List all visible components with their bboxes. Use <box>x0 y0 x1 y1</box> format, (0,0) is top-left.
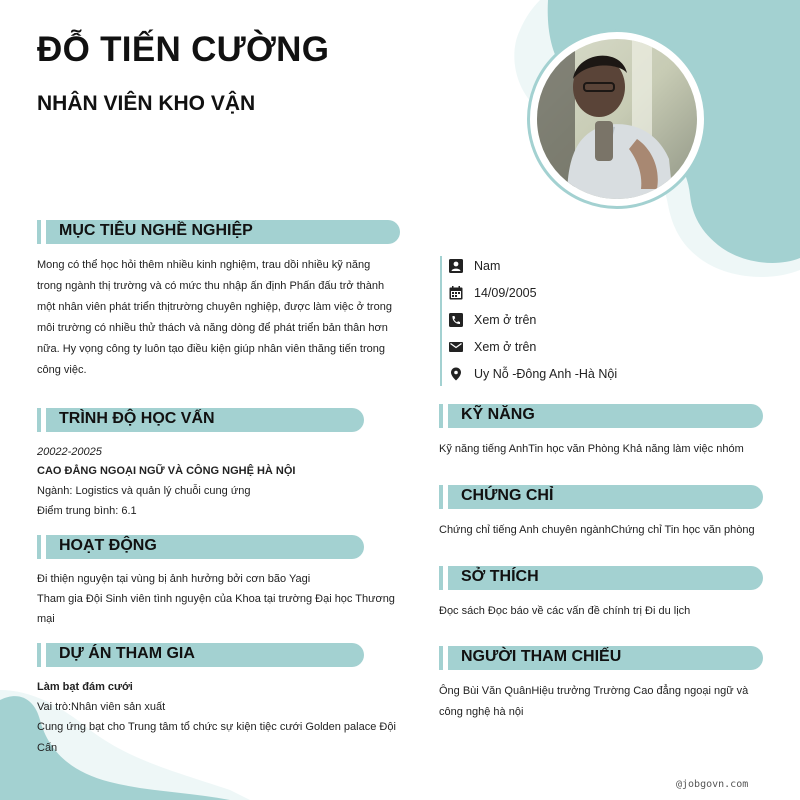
section-header-certificates <box>439 485 763 509</box>
references-line: Ông Bùi Văn QuânHiệu trưởng Trường Cao đẳng ngoại ngữ và <box>439 685 749 697</box>
project-role: Vai trò:Nhân viên sản xuất <box>37 701 166 713</box>
contact-birthday-text: 14/09/2005 <box>474 286 537 300</box>
section-title: HOẠT ĐỘNG <box>59 537 157 554</box>
section-title: NGƯỜI THAM CHIẾU <box>461 648 622 665</box>
section-header-references <box>439 646 763 670</box>
section-header-hobbies <box>439 566 763 590</box>
avatar <box>537 39 697 199</box>
project-description: Cấn <box>37 742 58 754</box>
references-line: công nghệ hà nội <box>439 706 524 718</box>
objective-line: công việc. <box>37 364 87 376</box>
section-title: KỸ NĂNG <box>461 406 535 423</box>
education-gpa: Điểm trung bình: 6.1 <box>37 505 137 517</box>
contact-phone-text: Xem ở trên <box>474 313 537 327</box>
contact-birthday <box>448 284 537 302</box>
calendar-icon <box>448 285 464 301</box>
person-icon <box>448 258 464 274</box>
location-pin-icon <box>448 366 464 382</box>
certificates-text: Chứng chỉ tiếng Anh chuyên ngànhChứng chỉ Tin học văn phòng <box>439 524 755 536</box>
objective-line: trong ngành thị trường và có mức thu nhập ấn định Phấn đấu trở thành <box>37 280 385 292</box>
project-description: Cung ứng bạt cho Trung tâm tổ chức sự kiện tiệc cưới Golden palace Đội <box>37 721 396 733</box>
section-title: SỞ THÍCH <box>461 568 539 585</box>
candidate-name: ĐỖ TIẾN CƯỜNG <box>37 30 330 69</box>
section-header-projects <box>37 643 364 667</box>
contact-email-text: Xem ở trên <box>474 340 537 354</box>
activity-line: Tham gia Đội Sinh viên tình nguyện của Khoa tại trường Đại học Thương <box>37 593 395 605</box>
education-major: Ngành: Logistics và quản lý chuỗi cung ứng <box>37 485 251 497</box>
section-header-education <box>37 408 364 432</box>
contact-divider <box>440 256 442 386</box>
objective-line: một nhân viên phát triển thịtrường chuyên nghiệp, được làm việc ở trong <box>37 301 392 313</box>
mail-icon <box>448 339 464 355</box>
objective-text <box>37 255 407 381</box>
job-title: NHÂN VIÊN KHO VẬN <box>37 92 256 115</box>
contact-gender <box>448 257 500 275</box>
activity-line: mại <box>37 613 55 625</box>
activity-line: Đi thiện nguyện tại vùng bị ảnh hưởng bởi cơn bão Yagi <box>37 573 311 585</box>
contact-address-text: Uy Nỗ -Đông Anh -Hà Nội <box>474 367 618 381</box>
contact-phone <box>448 311 536 329</box>
phone-icon <box>448 312 464 328</box>
section-header-objective <box>37 220 400 244</box>
section-header-skills <box>439 404 763 428</box>
contact-email <box>448 338 536 356</box>
contact-address <box>448 365 617 383</box>
section-title: DỰ ÁN THAM GIA <box>59 645 195 662</box>
education-period: 20022-20025 <box>37 446 102 458</box>
contact-gender-text: Nam <box>474 259 501 273</box>
avatar-photo <box>537 39 697 199</box>
section-title: MỤC TIÊU NGHỀ NGHIỆP <box>59 222 253 239</box>
objective-line: môi trường có nhiều thử thách và năng dòng để phát triển bản thân hơn <box>37 322 388 334</box>
objective-line: nữa. Hy vọng công ty luôn tạo điều kiện giúp nhân viên thăng tiến trong <box>37 343 385 355</box>
section-title: TRÌNH ĐỘ HỌC VẤN <box>59 410 215 427</box>
objective-line: Mong có thể học hỏi thêm nhiều kinh nghiệm, trau dồi nhiều kỹ năng <box>37 259 371 271</box>
section-title: CHỨNG CHỈ <box>461 487 554 504</box>
hobbies-text: Đọc sách Đọc báo về các vấn đề chính trị Đi du lịch <box>439 605 691 617</box>
section-header-activities <box>37 535 364 559</box>
skills-text: Kỹ năng tiếng AnhTin học văn Phòng Khả năng làm việc nhóm <box>439 443 744 455</box>
education-school: CAO ĐẲNG NGOẠI NGỮ VÀ CÔNG NGHỆ HÀ NỘI <box>37 465 296 477</box>
project-name: Làm bạt đám cưới <box>37 681 133 693</box>
watermark: @jobgovn.com <box>676 779 749 790</box>
